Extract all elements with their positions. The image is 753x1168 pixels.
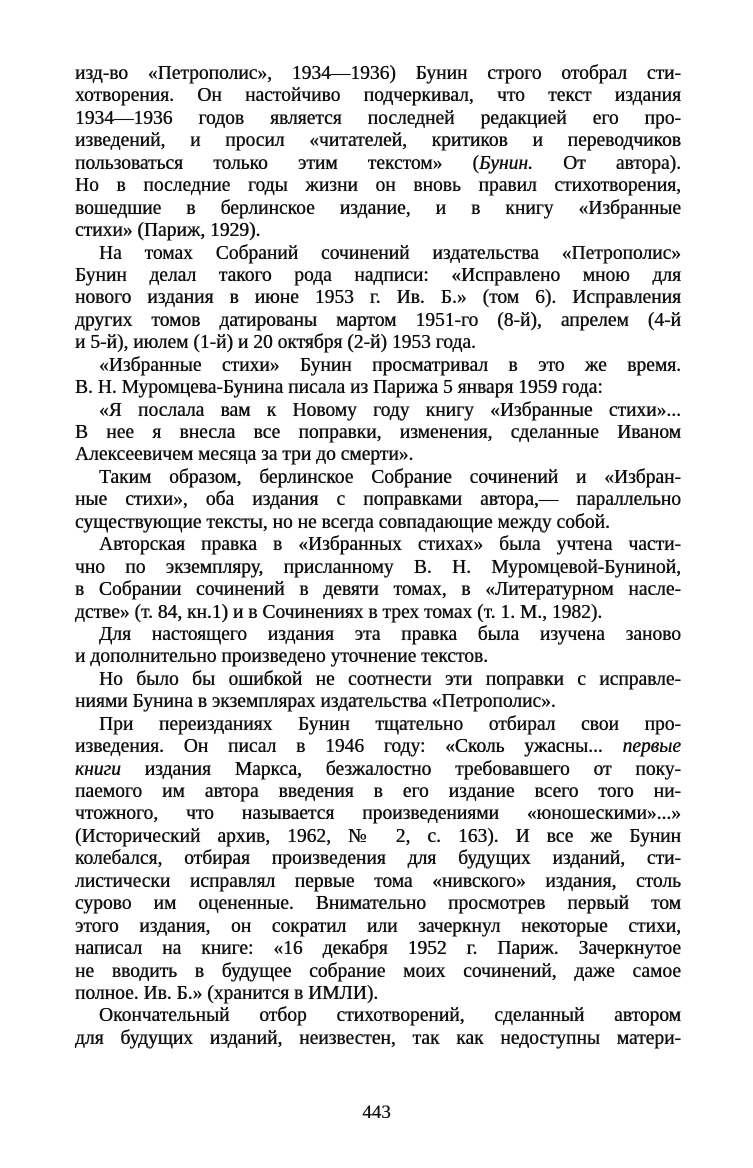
text-line: ниями Бунина в экземплярах издательства «Петрополис».: [75, 691, 556, 713]
text-line: «Избранные стихи» Бунин просматривал в это же время.: [99, 354, 681, 376]
text-line: Авторская правка в «Избранных стихах» была учтена части-: [99, 534, 681, 556]
text-segment: издания Маркса, безжалостно требовавшего от поку-: [120, 758, 681, 780]
text-line: сурово им оцененные. Внимательно просмотрев первый том: [75, 893, 681, 915]
italic-text: первые: [622, 736, 681, 758]
text-line: этого издания, он сократил или зачеркнул некоторые стихи,: [75, 915, 681, 937]
italic-text: Бунин.: [479, 152, 533, 174]
text-line: В. Н. Муромцева-Бунина писала из Парижа 5 января 1959 года:: [75, 377, 603, 399]
text-line: Но было бы ошибкой не соотнести эти поправки с исправле-: [99, 668, 681, 690]
text-line: и дополнительно произведено уточнение текстов.: [75, 646, 489, 668]
text-line: Окончательный отбор стихотворений, сделанный автором: [99, 1005, 681, 1027]
text-line: ные стихи», оба издания с поправками автора,— параллельно: [75, 489, 681, 511]
text-line: чно по экземпляру, присланному В. Н. Муромцевой-Буниной,: [75, 556, 681, 578]
text-line: [75, 736, 681, 758]
text-line: существующие тексты, но не всегда совпадающие между собой.: [75, 511, 610, 533]
text-line: [75, 153, 681, 175]
text-line: полное. Ив. Б.» (хранится в ИМЛИ).: [75, 982, 379, 1004]
text-line: хотворения. Он настойчиво подчеркивал, что текст издания: [75, 85, 681, 107]
text-line: для будущих изданий, неизвестен, так как недоступны матери-: [75, 1027, 681, 1049]
text-segment: пользоваться только этим текстом» (: [75, 152, 479, 174]
text-line: (Исторический архив, 1962, № 2, с. 163). И все же Бунин: [75, 825, 681, 847]
text-segment: изведения. Он писал в 1946 году: «Сколь ужасны...: [75, 736, 623, 758]
text-line: стихи» (Париж, 1929).: [75, 220, 261, 242]
page-number: 443: [362, 1102, 391, 1123]
text-line: дстве» (т. 84, кн.1) и в Сочинениях в трех томах (т. 1. М., 1982).: [75, 601, 603, 623]
text-line: чтожного, что называется произведениями «юношескими»...»: [75, 803, 681, 825]
text-line: нового издания в июне 1953 г. Ив. Б.» (том 6). Исправления: [75, 287, 681, 309]
body-text: [75, 63, 681, 1050]
text-line: написал на книге: «16 декабря 1952 г. Париж. Зачеркнутое: [75, 938, 681, 960]
text-line: На томах Собраний сочинений издательства «Петрополис»: [99, 242, 681, 264]
text-line: в Собрании сочинений в девяти томах, в «Литературном насле-: [75, 579, 681, 601]
text-line: Таким образом, берлинское Собрание сочинений и «Избран-: [99, 466, 681, 488]
text-line: 1934—1936 годов является последней редакцией его про-: [75, 107, 681, 129]
text-line: Бунин делал такого рода надписи: «Исправлено мною для: [75, 264, 681, 286]
text-line: Для настоящего издания эта правка была изучена заново: [99, 623, 681, 645]
text-line: изведений, и просил «читателей, критиков и переводчиков: [75, 130, 681, 152]
text-segment: От автора).: [532, 152, 681, 174]
text-line: В нее я внесла все поправки, изменения, сделанные Иваном: [75, 422, 681, 443]
text-line: [75, 759, 681, 781]
text-line: паемого им автора введения в его издание всего того ни-: [75, 781, 681, 802]
text-line: Но в последние годы жизни он вновь правил стихотворения,: [75, 175, 681, 197]
text-line: «Я послала вам к Новому году книгу «Избранные стихи»...: [99, 399, 681, 421]
text-line: изд-во «Петрополис», 1934—1936) Бунин строго отобрал сти-: [75, 63, 681, 84]
italic-text: книги: [75, 758, 121, 780]
text-line: При переизданиях Бунин тщательно отбирал свои про-: [99, 713, 681, 735]
text-line: колебался, отбирая произведения для будущих изданий, сти-: [75, 848, 681, 870]
text-line: и 5-й), июлем (1-й) и 20 октября (2-й) 1953 года.: [75, 332, 476, 354]
text-line: вошедшие в берлинское издание, и в книгу «Избранные: [75, 197, 681, 219]
text-line: листически исправлял первые тома «нивского» издания, столь: [75, 870, 681, 892]
text-line: не вводить в будущее собрание моих сочинений, даже самое: [75, 960, 681, 982]
text-line: других томов датированы мартом 1951-го (8-й), апрелем (4-й: [75, 309, 681, 331]
text-line: Алексеевичем месяца за три до смерти».: [75, 444, 414, 466]
